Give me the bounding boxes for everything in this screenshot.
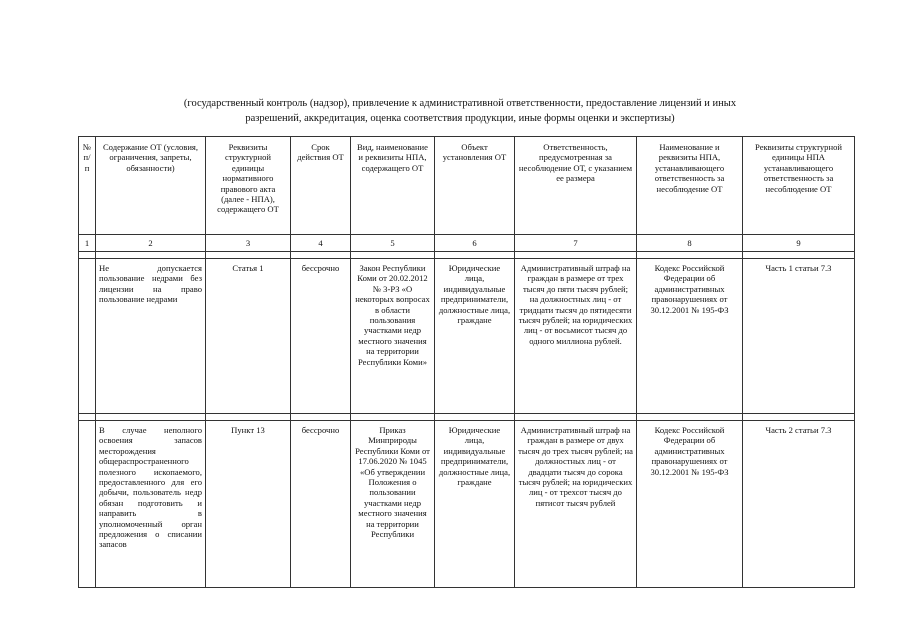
document-heading: [80, 96, 840, 126]
header-cell-npa: Вид, наименование и реквизиты НПА, содержащего ОТ: [351, 137, 435, 235]
cell-num: [79, 421, 96, 588]
column-number: 3: [206, 235, 291, 252]
column-number: 1: [79, 235, 96, 252]
header-cell-object: Объект установления ОТ: [435, 137, 515, 235]
header-cell-term: Срок действия ОТ: [291, 137, 351, 235]
header-cell-num: № п/п: [79, 137, 96, 235]
cell-liability: Административный штраф на граждан в размере от двух тысяч до трех тысяч рублей; на должностных лиц - от двадцати тысяч до сорока тысяч рублей; на юридических лиц - от трехсот тысяч до пятисот тысяч рублей: [515, 421, 637, 588]
header-cell-liability-npa: Наименование и реквизиты НПА, устанавливающего ответственность за несоблюдение ОТ: [637, 137, 743, 235]
heading-line-2: разрешений, аккредитация, оценка соответствия продукции, иные формы оценки и экспертизы): [245, 113, 675, 124]
cell-liability-npa: Кодекс Российской Федерации об административных правонарушениях от 30.12.2001 № 195-ФЗ: [637, 421, 743, 588]
cell-content: В случае неполного освоения запасов месторождения общераспространенного полезного ископаемого, предоставленного для его добычи, пользователь недр обязан подготовить и направить в уполномоченный орган предложения о списании запасов: [96, 421, 206, 588]
header-cell-liability-unit: Реквизиты структурной единицы НПА устанавливающего ответственность за несоблюдение ОТ: [743, 137, 855, 235]
cell-npa: Закон Республики Коми от 20.02.2012 № 3-РЗ «О некоторых вопросах в области пользования участками недр местного значения на территории Республики Коми»: [351, 259, 435, 414]
cell-unit: Статья 1: [206, 259, 291, 414]
column-number: 2: [96, 235, 206, 252]
cell-liability-unit: Часть 2 статьи 7.3: [743, 421, 855, 588]
cell-liability-npa: Кодекс Российской Федерации об административных правонарушениях от 30.12.2001 № 195-ФЗ: [637, 259, 743, 414]
requirements-table: [78, 136, 855, 588]
column-number: 6: [435, 235, 515, 252]
table-column-numbers-row: [79, 235, 855, 252]
table-spacer-row: [79, 414, 855, 421]
cell-unit: Пункт 13: [206, 421, 291, 588]
cell-term: бессрочно: [291, 421, 351, 588]
cell-npa: Приказ Минприроды Республики Коми от 17.06.2020 № 1045 «Об утверждении Положения о пользовании участками недр местного значения на территории Республики: [351, 421, 435, 588]
table-header-row: [79, 137, 855, 235]
table-row: [79, 259, 855, 414]
cell-num: [79, 259, 96, 414]
table-spacer-row: [79, 252, 855, 259]
header-cell-unit: Реквизиты структурной единицы нормативного правового акта (далее - НПА), содержащего ОТ: [206, 137, 291, 235]
column-number: 4: [291, 235, 351, 252]
cell-liability-unit: Часть 1 статьи 7.3: [743, 259, 855, 414]
heading-line-1: (государственный контроль (надзор), привлечение к административной ответственности, предоставление лицензий и иных: [183, 98, 737, 109]
column-number: 9: [743, 235, 855, 252]
header-cell-liability: Ответственность, предусмотренная за несоблюдение ОТ, с указанием ее размера: [515, 137, 637, 235]
table-row: [79, 421, 855, 588]
cell-content: Не допускается пользование недрами без лицензии на право пользование недрами: [96, 259, 206, 414]
column-number: 7: [515, 235, 637, 252]
column-number: 5: [351, 235, 435, 252]
cell-object: Юридические лица, индивидуальные предприниматели, должностные лица, граждане: [435, 421, 515, 588]
cell-term: бессрочно: [291, 259, 351, 414]
column-number: 8: [637, 235, 743, 252]
cell-liability: Административный штраф на граждан в размере от трех тысяч до пяти тысяч рублей; на должностных лиц - от тридцати тысяч до пятидесяти тысяч рублей; на юридических лиц - от восьмисот тысяч до одного миллиона рублей.: [515, 259, 637, 414]
header-cell-content: Содержание ОТ (условия, ограничения, запреты, обязанности): [96, 137, 206, 235]
cell-object: Юридические лица, индивидуальные предприниматели, должностные лица, граждане: [435, 259, 515, 414]
